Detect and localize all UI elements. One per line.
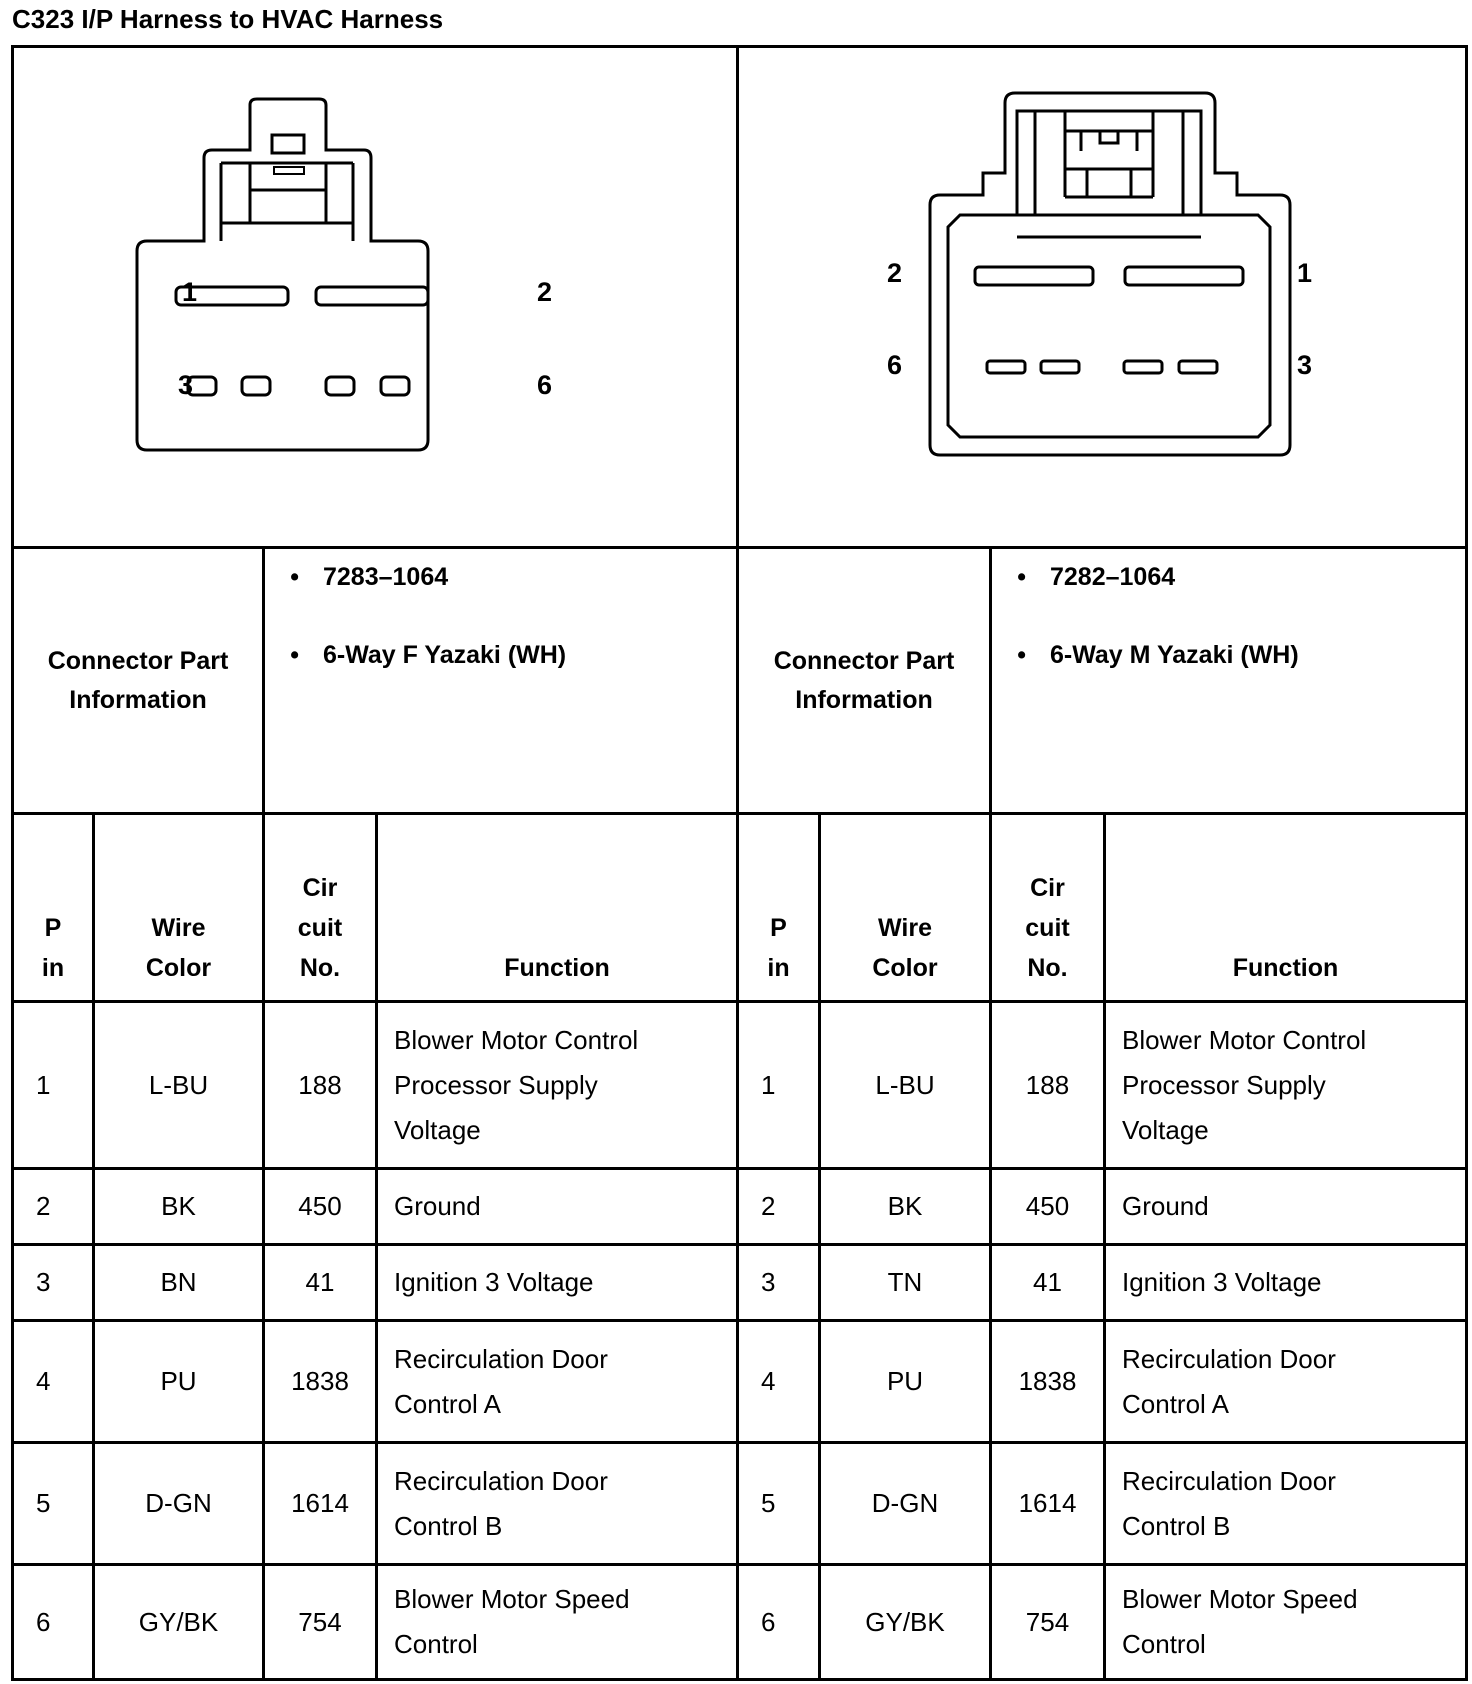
terminal-slot-1 bbox=[1125, 267, 1243, 285]
wire-color-value: PU bbox=[160, 1366, 197, 1396]
header-pin: P in bbox=[41, 914, 65, 982]
wire-color-value: TN bbox=[887, 1267, 923, 1297]
header-pin: P in bbox=[767, 914, 790, 982]
cell-wire-color bbox=[821, 1246, 989, 1319]
function-line: Control B bbox=[1122, 1510, 1231, 1541]
cell-pin bbox=[739, 1246, 818, 1319]
circuit-value: 188 bbox=[298, 1069, 342, 1100]
function-line: Blower Motor Speed bbox=[1122, 1584, 1358, 1614]
header-wire-color: Wire Color bbox=[145, 914, 212, 982]
function-line: Voltage bbox=[394, 1114, 481, 1145]
cell-function bbox=[378, 1170, 736, 1243]
connector-part-info bbox=[265, 549, 736, 812]
label-line: Connector Part bbox=[47, 646, 229, 675]
cell-function bbox=[378, 1322, 736, 1441]
connector-part-info bbox=[992, 549, 1465, 812]
pin-value: 2 bbox=[36, 1191, 51, 1221]
pin-label-2: 2 bbox=[537, 277, 553, 307]
header-wire-color: Wire Color bbox=[872, 914, 938, 982]
pin-value: 1 bbox=[761, 1069, 776, 1100]
wire-color-value: GY/BK bbox=[865, 1606, 945, 1637]
pin-label-1: 1 bbox=[182, 277, 198, 307]
cell-function bbox=[1106, 1170, 1465, 1243]
cell-pin bbox=[739, 1444, 818, 1563]
cell-circuit bbox=[265, 1170, 375, 1243]
cell-pin bbox=[14, 1003, 92, 1167]
cell-function bbox=[1106, 1246, 1465, 1319]
header-function: Function bbox=[1232, 954, 1339, 982]
cell-pin bbox=[14, 1322, 92, 1441]
wire-color-value: BK bbox=[887, 1191, 923, 1221]
cell-circuit bbox=[992, 1566, 1103, 1678]
male-connector-diagram bbox=[905, 85, 1305, 465]
label-line: Information bbox=[69, 685, 207, 714]
cell-wire-color bbox=[95, 1003, 262, 1167]
pin-value: 1 bbox=[36, 1069, 51, 1100]
wire-color-value: L-BU bbox=[148, 1069, 209, 1100]
pin-value: 3 bbox=[36, 1267, 51, 1297]
label-line: Connector Part bbox=[773, 646, 955, 675]
part-description: 6-Way M Yazaki (WH) bbox=[1050, 641, 1299, 669]
female-connector-diagram bbox=[130, 65, 690, 485]
cell-circuit bbox=[992, 1170, 1103, 1243]
pin-label-3: 3 bbox=[1297, 350, 1313, 380]
function-line: Processor Supply bbox=[1122, 1069, 1326, 1100]
header-circuit: Cir cuit No. bbox=[1025, 874, 1070, 982]
part-number: 7282–1064 bbox=[1050, 563, 1176, 591]
pin-value: 3 bbox=[761, 1267, 776, 1297]
function-line: Ignition 3 Voltage bbox=[1122, 1267, 1322, 1297]
function-line: Recirculation Door bbox=[1122, 1465, 1336, 1496]
circuit-value: 754 bbox=[298, 1606, 342, 1637]
function-line: Processor Supply bbox=[394, 1069, 598, 1100]
pin-label-1: 1 bbox=[1297, 258, 1313, 288]
function-line: Control B bbox=[394, 1510, 503, 1541]
function-line: Ground bbox=[394, 1191, 481, 1221]
cell-pin bbox=[14, 1566, 92, 1678]
function-line: Blower Motor Control bbox=[1122, 1024, 1367, 1055]
pin-label-2: 2 bbox=[887, 258, 903, 288]
cell-function bbox=[1106, 1444, 1465, 1563]
cell-function bbox=[378, 1003, 736, 1167]
cell-function bbox=[1106, 1003, 1465, 1167]
cell-pin bbox=[14, 1246, 92, 1319]
pin-value: 6 bbox=[36, 1606, 51, 1637]
cell-pin bbox=[739, 1003, 818, 1167]
part-number: 7283–1064 bbox=[323, 563, 449, 591]
cell-function bbox=[378, 1246, 736, 1319]
cell-wire-color bbox=[95, 1444, 262, 1563]
cell-wire-color bbox=[821, 1444, 989, 1563]
cell-wire-color bbox=[95, 1246, 262, 1319]
circuit-value: 1838 bbox=[291, 1366, 349, 1396]
cell-pin bbox=[739, 1170, 818, 1243]
function-line: Blower Motor Control bbox=[394, 1024, 639, 1055]
circuit-value: 41 bbox=[305, 1267, 335, 1297]
terminal-slot-2 bbox=[316, 287, 428, 305]
cell-circuit bbox=[992, 1003, 1103, 1167]
pin-label-3: 3 bbox=[178, 370, 194, 400]
function-line: Control bbox=[394, 1629, 478, 1659]
part-info-item: • 7283–1064 bbox=[265, 563, 736, 641]
cell-wire-color bbox=[821, 1170, 989, 1243]
cell-function bbox=[1106, 1322, 1465, 1441]
function-line: Control A bbox=[394, 1388, 501, 1419]
wire-color-value: PU bbox=[886, 1366, 924, 1396]
pin-value: 4 bbox=[36, 1366, 51, 1396]
cell-circuit bbox=[265, 1444, 375, 1563]
cell-wire-color bbox=[95, 1322, 262, 1441]
function-line: Ignition 3 Voltage bbox=[394, 1267, 594, 1297]
pin-value: 2 bbox=[761, 1191, 776, 1221]
pin-label-6: 6 bbox=[537, 370, 553, 400]
header-function: Function bbox=[504, 954, 610, 982]
label-line: Information bbox=[795, 685, 933, 714]
cell-wire-color bbox=[821, 1003, 989, 1167]
pin-value: 5 bbox=[761, 1488, 776, 1518]
cell-pin bbox=[739, 1322, 818, 1441]
function-line: Control bbox=[1122, 1629, 1206, 1659]
cell-function bbox=[1106, 1566, 1465, 1678]
circuit-value: 754 bbox=[1025, 1606, 1070, 1637]
pin-label-6: 6 bbox=[887, 350, 903, 380]
function-line: Control A bbox=[1122, 1388, 1229, 1419]
connector-part-info-label bbox=[14, 549, 262, 812]
circuit-value: 1614 bbox=[1018, 1488, 1077, 1518]
circuit-value: 188 bbox=[1025, 1069, 1070, 1100]
part-description: 6-Way F Yazaki (WH) bbox=[323, 641, 567, 669]
wire-color-value: L-BU bbox=[875, 1069, 935, 1100]
circuit-value: 450 bbox=[1025, 1191, 1070, 1221]
connector-housing bbox=[930, 93, 1290, 455]
function-line: Recirculation Door bbox=[394, 1465, 608, 1496]
wire-color-value: BK bbox=[161, 1191, 196, 1221]
cell-circuit bbox=[992, 1444, 1103, 1563]
cell-function bbox=[378, 1444, 736, 1563]
circuit-value: 1614 bbox=[291, 1488, 349, 1518]
header-circuit: Cir cuit No. bbox=[297, 874, 343, 982]
cell-circuit bbox=[265, 1246, 375, 1319]
cell-wire-color bbox=[821, 1566, 989, 1678]
function-line: Recirculation Door bbox=[1122, 1343, 1336, 1374]
cell-circuit bbox=[265, 1003, 375, 1167]
cell-circuit bbox=[992, 1322, 1103, 1441]
circuit-value: 450 bbox=[298, 1191, 342, 1221]
cell-pin bbox=[739, 1566, 818, 1678]
terminal-slot-2 bbox=[975, 267, 1093, 285]
function-line: Voltage bbox=[1122, 1114, 1209, 1145]
wire-color-value: GY/BK bbox=[138, 1606, 219, 1637]
wire-color-value: BN bbox=[160, 1267, 197, 1297]
pin-value: 5 bbox=[36, 1488, 51, 1518]
circuit-value: 41 bbox=[1033, 1267, 1062, 1297]
pin-value: 6 bbox=[761, 1606, 776, 1637]
cell-wire-color bbox=[95, 1170, 262, 1243]
function-line: Recirculation Door bbox=[394, 1343, 608, 1374]
cell-circuit bbox=[992, 1246, 1103, 1319]
cell-wire-color bbox=[95, 1566, 262, 1678]
circuit-value: 1838 bbox=[1018, 1366, 1077, 1396]
part-info-item: • 6-Way M Yazaki (WH) bbox=[992, 641, 1465, 719]
page-title: C323 I/P Harness to HVAC Harness bbox=[12, 4, 444, 34]
cell-circuit bbox=[265, 1566, 375, 1678]
part-info-item: • 7282–1064 bbox=[992, 563, 1465, 641]
cell-pin bbox=[14, 1444, 92, 1563]
connector-part-info-label bbox=[739, 549, 989, 812]
wire-color-value: D-GN bbox=[871, 1488, 939, 1518]
pin-value: 4 bbox=[761, 1366, 776, 1396]
function-line: Blower Motor Speed bbox=[394, 1584, 630, 1614]
cell-function bbox=[378, 1566, 736, 1678]
part-info-item: • 6-Way F Yazaki (WH) bbox=[265, 641, 736, 719]
cell-circuit bbox=[265, 1322, 375, 1441]
cell-wire-color bbox=[821, 1322, 989, 1441]
wire-color-value: D-GN bbox=[145, 1488, 212, 1518]
function-line: Ground bbox=[1122, 1191, 1209, 1221]
cell-pin bbox=[14, 1170, 92, 1243]
